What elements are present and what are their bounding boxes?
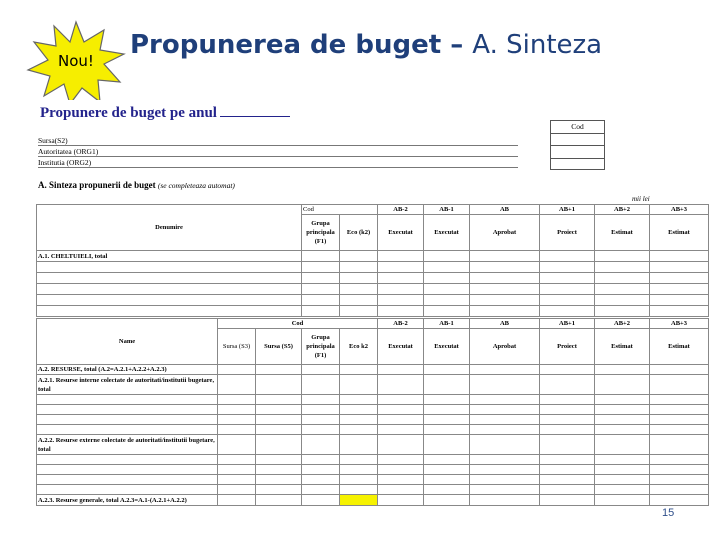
header-status: Estimat: [650, 215, 709, 251]
table-resurse: [36, 318, 709, 506]
header-status: Aprobat: [470, 215, 540, 251]
header-eco: Eco (k2): [340, 215, 378, 251]
header-status: Proiect: [540, 329, 595, 365]
header-year: AB-1: [424, 205, 470, 215]
row-resurse-interne: A.2.1. Resurse interne colectate de autoritati/institutii bugetare, total: [37, 375, 218, 395]
header-status: Estimat: [595, 329, 650, 365]
header-grupa: Grupa principala (F1): [302, 329, 340, 365]
header-year: AB+2: [595, 319, 650, 329]
header-cod: Cod: [302, 205, 378, 215]
header-year: AB: [470, 319, 540, 329]
nou-badge-label: Nou!: [58, 52, 94, 70]
header-status: Estimat: [650, 329, 709, 365]
header-status: Aprobat: [470, 329, 540, 365]
header-sursa-s3: Sursa (S3): [218, 329, 256, 365]
table-cheltuieli: [36, 204, 709, 317]
meta-sursa: Sursa(S2): [38, 136, 518, 146]
row-cheltuieli-total: A.1. CHELTUIELI, total: [37, 251, 302, 262]
budget-form-scan: [36, 100, 708, 524]
highlight-cell: [340, 495, 378, 506]
header-year: AB-1: [424, 319, 470, 329]
header-sursa-s5: Sursa (S5): [256, 329, 302, 365]
header-status: Proiect: [540, 215, 595, 251]
slide-title-bold: Propunerea de buget –: [130, 30, 473, 60]
header-name: Name: [37, 319, 218, 365]
row-resurse-total: A.2. RESURSE, total (A.2=A.2.1+A.2.2+A.2.3): [37, 365, 218, 375]
header-year: AB: [470, 205, 540, 215]
header-year: AB+3: [650, 319, 709, 329]
row-resurse-externe: A.2.2. Resurse externe colectate de autoritati/institutii bugetare, total: [37, 435, 218, 455]
header-year: AB+1: [540, 205, 595, 215]
header-status: Executat: [378, 215, 424, 251]
header-year: AB+1: [540, 319, 595, 329]
header-year: AB+3: [650, 205, 709, 215]
doc-title: Propunere de buget pe anul: [40, 105, 290, 122]
header-status: Executat: [424, 329, 470, 365]
meta-autoritatea: Autoritatea (ORG1): [38, 147, 518, 157]
header-status: Estimat: [595, 215, 650, 251]
cod-box: [550, 120, 605, 170]
header-year: AB-2: [378, 205, 424, 215]
header-status: Executat: [378, 329, 424, 365]
slide-title: [130, 30, 602, 60]
row-resurse-generale: A.2.3. Resurse generale, total A.2.3=A.1-(A.2.1+A.2.2): [37, 495, 218, 506]
header-status: Executat: [424, 215, 470, 251]
page-number: 15: [662, 507, 675, 519]
meta-institutia: Institutia (ORG2): [38, 158, 518, 168]
slide-title-light: A. Sinteza: [472, 30, 603, 60]
section-a-note: (se completeaza automat): [157, 181, 235, 190]
header-eco: Eco k2: [340, 329, 378, 365]
header-year: AB-2: [378, 319, 424, 329]
header-grupa: Grupa principala (F1): [302, 215, 340, 251]
header-year: AB+2: [595, 205, 650, 215]
section-a-heading: A. Sinteza propunerii de buget (se completeaza automat): [38, 180, 235, 190]
header-denumire: Denumire: [37, 205, 302, 251]
header-cod: Cod: [218, 319, 378, 329]
unit-label: mii lei: [632, 195, 650, 203]
cod-box-label: Cod: [551, 121, 604, 134]
